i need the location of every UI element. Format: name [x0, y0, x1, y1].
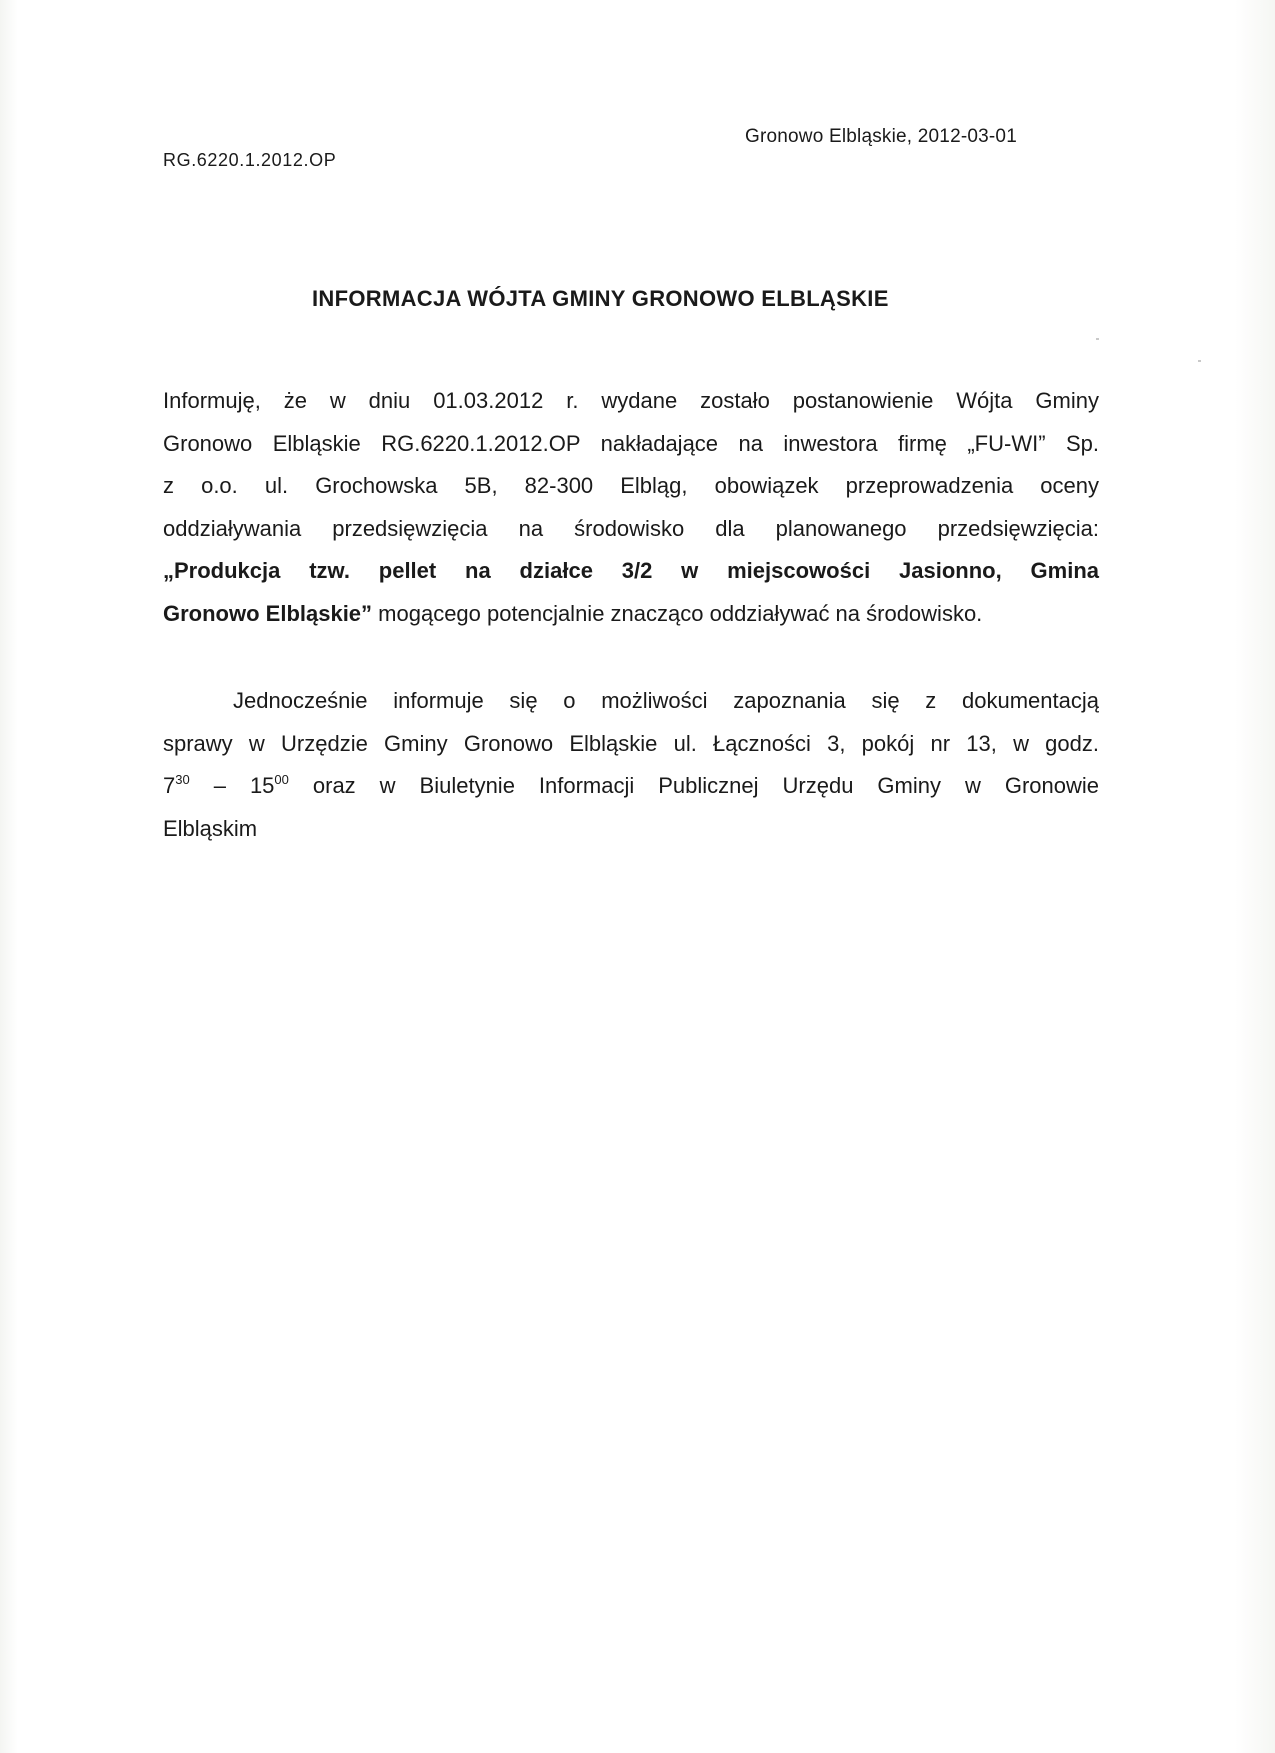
paragraph-line: z o.o. ul. Grochowska 5B, 82-300 Elbląg, obowiązek przeprowadzenia oceny	[163, 473, 1099, 498]
reference-number: RG.6220.1.2012.OP	[163, 150, 337, 170]
paragraph-line: Elbląskim	[163, 815, 258, 841]
paragraph-text: oraz w Biuletynie Informacji Publicznej Urzędu Gminy w Gronowie	[288, 773, 1099, 798]
paragraph-line: Jednocześnie informuje się o możliwości zapoznania się z dokumentacją	[233, 688, 1099, 713]
scan-edge-left	[0, 0, 18, 1753]
paragraph-line: sprawy w Urzędzie Gminy Gronowo Elbląskie ul. Łączności 3, pokój nr 13, w godz.	[163, 730, 1099, 756]
paragraph-text: mogącego potencjalnie znacząco oddziaływać na środowisko.	[372, 600, 983, 626]
scan-speck	[1198, 360, 1201, 362]
project-name-line: „Produkcja tzw. pellet na działce 3/2 w miejscowości Jasionno, Gmina	[163, 558, 1099, 583]
scan-edge-right	[1235, 0, 1275, 1753]
place-and-date: Gronowo Elbląskie, 2012-03-01	[745, 126, 1017, 147]
scan-speck	[1096, 338, 1099, 340]
hours-start-minutes: 30	[175, 772, 190, 787]
hours-start	[163, 773, 190, 798]
hours-start-hour: 7	[163, 773, 176, 798]
paragraph-documentation	[163, 680, 1099, 850]
document-title: INFORMACJA WÓJTA GMINY GRONOWO ELBLĄSKIE	[312, 286, 889, 311]
paragraph-line: oddziaływania przedsięwzięcia na środowisko dla planowanego przedsięwzięcia:	[163, 515, 1099, 541]
hours-end-hour: 15	[249, 773, 275, 798]
paragraph-line: Informuję, że w dniu 01.03.2012 r. wydane zostało postanowienie Wójta Gminy	[163, 388, 1099, 413]
hours-end-minutes: 00	[274, 772, 289, 787]
hours-dash: –	[189, 773, 250, 798]
paragraph-line: Gronowo Elbląskie RG.6220.1.2012.OP nakładające na inwestora firmę „FU-WI” Sp.	[163, 430, 1099, 456]
paragraph-line	[163, 593, 1099, 636]
project-name-end: Gronowo Elbląskie”	[163, 600, 373, 626]
paragraph-decision	[163, 380, 1099, 635]
office-hours-line	[163, 765, 1099, 808]
hours-end	[250, 773, 289, 798]
